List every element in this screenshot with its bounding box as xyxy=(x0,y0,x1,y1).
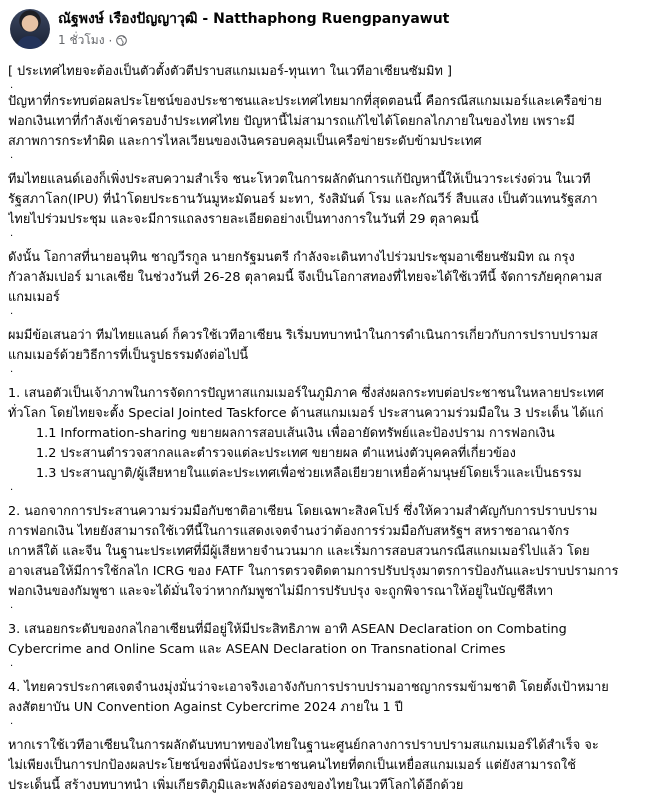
globe-icon[interactable] xyxy=(116,35,127,46)
text-line: ปัญหาที่กระทบต่อผลประโยชน์ของประชาชนและประเทศไทยมากที่สุดตอนนี้ คือกรณีสแกมเมอร์และเครือข่าย xyxy=(8,94,602,109)
text-line: 4. ไทยควรประกาศเจตจำนงมุ่งมั่นว่าจะเอาจริงเอาจังกับการปราบปรามอาชญากรรมข้ามชาติ โดยตั้งเป้าหมาย xyxy=(8,680,609,695)
paragraph-proposal xyxy=(8,326,664,366)
sub-item: 1.3 ประสานญาติ/ผู้เสียหายในแต่ละประเทศเพื่อช่วยเหลือเยียวยาเหยื่อค้ามนุษย์โดยเร็วและเป็นธรรม xyxy=(36,466,582,481)
post-timestamp[interactable]: 1 ชั่วโมง xyxy=(58,33,105,47)
list-item-4 xyxy=(8,678,664,718)
list-item-3 xyxy=(8,620,664,660)
text-line: 2. นอกจากการประสานความร่วมมือกับชาติอาเซียน โดยเฉพาะสิงคโปร์ ซึ่งให้ความสำคัญกับการปราบปราม xyxy=(8,504,598,519)
dot-separator: . xyxy=(10,482,14,493)
text-line: รัฐสภาโลก(IPU) ที่นำโดยประธานวันมูหะมัดนอร์ มะทา, รังสิมันต์ โรม และกัณวีร์ สืบแสง เป็นตัวแทนรัฐสภา xyxy=(8,192,598,207)
text-line: ประเด็นนี้ สร้างบทบาทนำ เพิ่มเกียรติภูมิและพลังต่อรองของไทยในเวทีโลกได้อีกด้วย xyxy=(8,778,464,793)
text-line: อาจเสนอให้มีการใช้กลไก ICRG ของ FATF ในการตรวจติดตามการปรับปรุงมาตรการป้องกันและปราบปรามการ xyxy=(8,564,619,579)
text-line: ไม่เพียงเป็นการปกป้องผลประโยชน์ของพี่น้องประชาชนคนไทยที่ตกเป็นเหยื่อสแกมเมอร์ แต่ยังสามารถใช้ xyxy=(8,758,576,773)
dot-separator: . xyxy=(10,716,14,727)
text-line: 3. เสนอยกระดับของกลไกอาเซียนที่มีอยู่ให้มีประสิทธิภาพ อาทิ ASEAN Declaration on Combating xyxy=(8,622,567,637)
text-line: ทั่วโลก โดยไทยจะตั้ง Special Jointed Taskforce ด้านสแกมเมอร์ ประสานความร่วมมือใน 3 ประเด็น ได้แก่ xyxy=(8,406,604,421)
post-header xyxy=(8,0,664,62)
dot-separator: . xyxy=(10,150,14,161)
text-line: Cybercrime and Online Scam และ ASEAN Declaration on Transnational Crimes xyxy=(8,642,506,657)
text-line: กัวลาลัมเปอร์ มาเลเซีย ในช่วงวันที่ 26-28 ตุลาคมนี้ จึงเป็นโอกาสทองที่ไทยจะได้ใช้เวทีนี้ จัดการภัยคุกคามส xyxy=(8,270,602,285)
paragraph-summit xyxy=(8,248,664,308)
paragraph-closing xyxy=(8,736,664,796)
dot-separator: . xyxy=(10,228,14,239)
author-avatar[interactable] xyxy=(10,9,50,49)
author-name[interactable]: ณัฐพงษ์ เรืองปัญญาวุฒิ - Natthaphong Ruengpanyawut xyxy=(58,11,450,27)
paragraph-problem xyxy=(8,92,664,152)
paragraph-ipu xyxy=(8,170,664,230)
text-line: ไทยไปร่วมประชุม และจะมีการแถลงรายละเอียดอย่างเป็นทางการในวันที่ 29 ตุลาคมนี้ xyxy=(8,212,479,227)
text-line: แกมเมอร์ด้วยวิธีการที่เป็นรูปธรรมดังต่อไปนี้ xyxy=(8,348,249,363)
post-meta xyxy=(58,4,449,50)
sub-item: 1.2 ประสานตำรวจสากลและตำรวจแต่ละประเทศ ขยายผล ตำแหน่งตัวบุคคลที่เกี่ยวข้อง xyxy=(36,446,516,461)
dot-separator: . xyxy=(10,306,14,317)
meta-separator: · xyxy=(108,33,113,48)
text-line: ฟอกเงินของกัมพูชา และจะได้มั่นใจว่าหากกัมพูชาไม่มีการปรับปรุง จะถูกพิจารณาให้อยู่ในบัญชีสีเทา xyxy=(8,584,554,599)
list-item-1 xyxy=(8,384,664,484)
text-line: เกาหลีใต้ และจีน ในฐานะประเทศที่มีผู้เสียหายจำนวนมาก และเริ่มการสอบสวนกรณีสแกมเมอร์ไปแล้ว โดย xyxy=(8,544,590,559)
text-line: ลงสัตยาบัน UN Convention Against Cybercrime 2024 ภายใน 1 ปี xyxy=(8,700,403,715)
post-subline xyxy=(58,31,449,50)
text-line: ผมมีข้อเสนอว่า ทีมไทยแลนด์ ก็ควรใช้เวทีอาเซียน ริเริ่มบทบาทนำในการดำเนินการเกี่ยวกับการปราบปรามส xyxy=(8,328,598,343)
text-line: การฟอกเงิน ไทยยังสามารถใช้เวทีนี้ในการแสดงเจตจำนงว่าต้องการร่วมมือกับสหรัฐฯ สหราชอาณาจักร xyxy=(8,524,570,539)
dot-separator: . xyxy=(10,80,14,91)
text-line: ฟอกเงินเทาที่กำลังเข้าครอบงำประเทศไทย ปัญหานี้ไม่สามารถแก้ไขได้โดยกลไกภายในของไทย เพราะมี xyxy=(8,114,575,129)
dot-separator: . xyxy=(10,364,14,375)
text-line: 1. เสนอตัวเป็นเจ้าภาพในการจัดการปัญหาสแกมเมอร์ในภูมิภาค ซึ่งส่งผลกระทบต่อประชาชนในหลายประเทศ xyxy=(8,386,604,401)
list-item-2 xyxy=(8,502,664,602)
text-line: แกมเมอร์ xyxy=(8,290,60,305)
dot-separator: . xyxy=(10,658,14,669)
post-body xyxy=(8,62,664,796)
sub-item: 1.1 Information-sharing ขยายผลการสอบเส้นเงิน เพื่ออายัดทรัพย์และป้องปราม การฟอกเงิน xyxy=(36,426,555,441)
text-line: ทีมไทยแลนด์เองก็เพิ่งประสบความสำเร็จ ชนะโหวตในการผลักดันการแก้ปัญหานี้ให้เป็นวาระเร่งด่วน ในเวที xyxy=(8,172,591,187)
text-line: สภาพการกระทำผิด และการไหลเวียนของเงินครอบคลุมเป็นเครือข่ายระดับข้ามประเทศ xyxy=(8,134,482,149)
dot-separator: . xyxy=(10,600,14,611)
post-title: [ ประเทศไทยจะต้องเป็นตัวตั้งตัวตีปราบสแกมเมอร์-ทุนเทา ในเวทีอาเซียนซัมมิท ] xyxy=(8,64,452,79)
text-line: ดังนั้น โอกาสที่นายอนุทิน ชาญวีรกูล นายกรัฐมนตรี กำลังจะเดินทางไปร่วมประชุมอาเซียนซัมมิท ณ กรุง xyxy=(8,250,575,265)
text-line: หากเราใช้เวทีอาเซียนในการผลักดันบทบาทของไทยในฐานะศูนย์กลางการปราบปรามสแกมเมอร์ได้สำเร็จ จะ xyxy=(8,738,599,753)
